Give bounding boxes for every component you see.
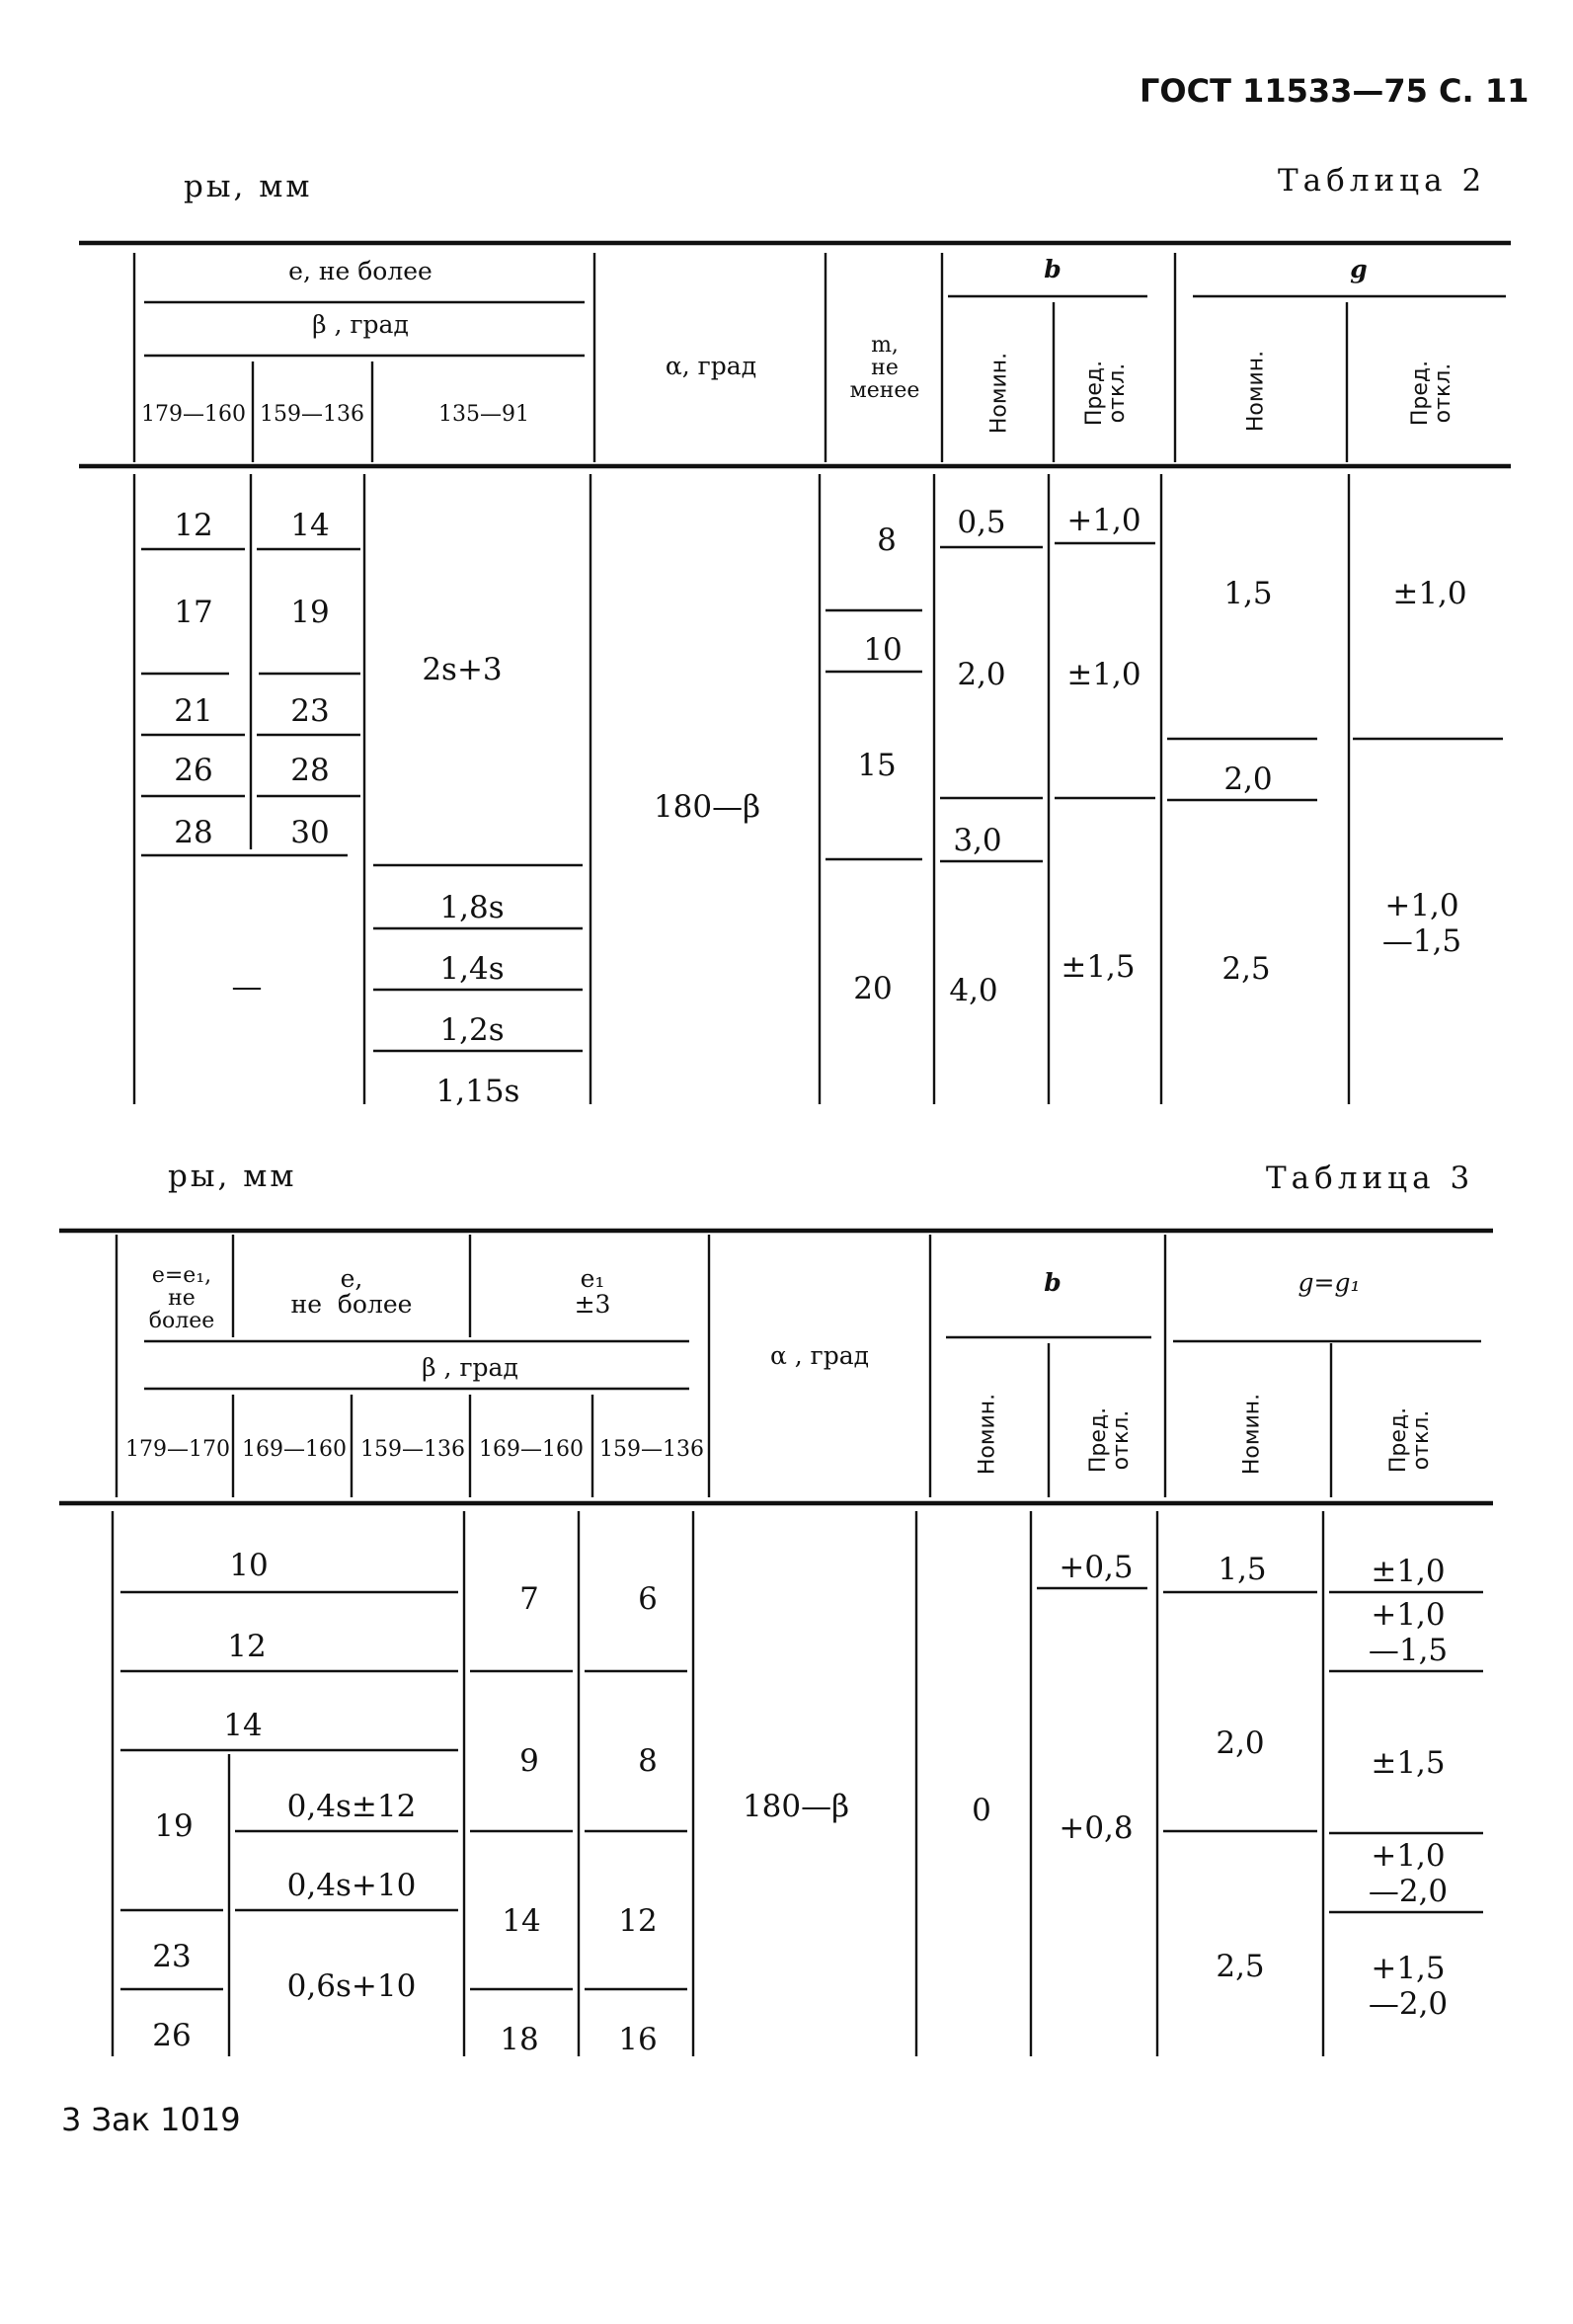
t3-head-r2: 169—160 bbox=[242, 1437, 347, 1462]
t2-g-nom-v2: 2,0 bbox=[1223, 761, 1273, 797]
t2-head-b-pred: Пред. откл. bbox=[1081, 360, 1130, 427]
t3-e1a-v2: 9 bbox=[519, 1743, 539, 1779]
t3-head-e1: e₁ ±3 bbox=[574, 1264, 611, 1320]
t3-head-e-e1: e=e₁, не более bbox=[148, 1263, 215, 1334]
t2-head-b: b bbox=[1044, 255, 1062, 283]
t3-e1b-v1: 6 bbox=[638, 1581, 658, 1617]
t3-e-s-v2: 0,4s+10 bbox=[286, 1868, 417, 1903]
t3-head-g-pred: Пред. откл. bbox=[1385, 1406, 1434, 1474]
t2-c3-v4: 1,2s bbox=[439, 1012, 505, 1048]
t2-g-nom-v1: 1,5 bbox=[1223, 576, 1273, 611]
t2-b-nom-v1: 0,5 bbox=[957, 505, 1006, 540]
order-footer: 3 Зак 1019 bbox=[61, 2101, 241, 2138]
table2-units: ры, мм bbox=[184, 169, 313, 204]
t3-e-e1-v3: 26 bbox=[152, 2018, 192, 2053]
t3-g-dev-v2: +1,0 bbox=[1371, 1597, 1446, 1633]
t2-m-v2: 10 bbox=[863, 632, 903, 668]
t3-e1b-v4: 16 bbox=[618, 2022, 658, 2057]
t2-head-e: e, не более bbox=[288, 257, 433, 285]
t3-head-r4: 169—160 bbox=[479, 1437, 584, 1462]
t3-head-b-pred: Пред. откл. bbox=[1085, 1406, 1134, 1474]
t2-c1-v2: 17 bbox=[174, 595, 213, 630]
t3-head-alpha: α , град bbox=[769, 1341, 870, 1370]
t2-c2-v5: 30 bbox=[290, 815, 330, 850]
t3-b-dev-v1: +0,5 bbox=[1059, 1550, 1134, 1585]
t2-b-dev-v3: ±1,5 bbox=[1061, 949, 1136, 985]
t2-head-g-nomin: Номин. bbox=[1243, 350, 1269, 433]
t2-c2-v3: 23 bbox=[290, 693, 330, 729]
t3-e-e1-v1: 19 bbox=[154, 1808, 194, 1844]
t2-g-dev-v3: —1,5 bbox=[1381, 923, 1462, 959]
t3-g-dev-v8: —2,0 bbox=[1368, 1986, 1449, 2022]
t3-e-s-v3: 0,6s+10 bbox=[286, 1968, 417, 2004]
t2-b-dev-v2: ±1,0 bbox=[1066, 657, 1141, 692]
t3-e-full-v3: 14 bbox=[223, 1708, 263, 1743]
t2-m-v4: 20 bbox=[853, 971, 893, 1006]
t2-c3-v2: 1,8s bbox=[439, 890, 505, 925]
t3-g-dev-v3: —1,5 bbox=[1368, 1633, 1449, 1668]
t2-b-nom-v2: 2,0 bbox=[957, 657, 1006, 692]
t2-c1-v4: 26 bbox=[174, 753, 213, 788]
t3-e1b-v3: 12 bbox=[618, 1903, 658, 1939]
t2-c2-v4: 28 bbox=[290, 753, 330, 788]
t2-head-b-nomin: Номин. bbox=[986, 352, 1012, 435]
t3-head-b: b bbox=[1044, 1268, 1062, 1297]
t3-e-e1-v2: 23 bbox=[152, 1939, 192, 1974]
t2-head-beta: β , град bbox=[312, 310, 409, 339]
t2-b-dev-v1: +1,0 bbox=[1066, 503, 1141, 538]
table3-title: Таблица 3 bbox=[1266, 1161, 1475, 1196]
t2-c3-v3: 1,4s bbox=[439, 951, 505, 987]
t3-g-dev-v7: +1,5 bbox=[1371, 1951, 1446, 1986]
t3-head-g-nomin: Номин. bbox=[1239, 1393, 1265, 1476]
table3-units: ры, мм bbox=[168, 1159, 297, 1194]
t2-c1-dash: — bbox=[231, 969, 263, 1004]
t2-b-nom-v3: 3,0 bbox=[953, 823, 1002, 858]
t3-e1a-v1: 7 bbox=[519, 1581, 539, 1617]
t3-e-s-v1: 0,4s±12 bbox=[286, 1789, 417, 1824]
t2-c2-v1: 14 bbox=[290, 508, 330, 543]
t3-g-nom-v2: 2,0 bbox=[1216, 1725, 1265, 1761]
t2-c1-v5: 28 bbox=[174, 815, 213, 850]
t2-c1-v1: 12 bbox=[174, 508, 213, 543]
t2-m-v1: 8 bbox=[877, 522, 897, 558]
t3-g-dev-v1: ±1,0 bbox=[1371, 1554, 1446, 1589]
t3-g-nom-v3: 2,5 bbox=[1216, 1949, 1265, 1984]
t2-c3-v1: 2s+3 bbox=[422, 652, 503, 687]
t2-g-nom-v3: 2,5 bbox=[1221, 951, 1271, 987]
t3-alpha-value: 180—β bbox=[742, 1789, 850, 1824]
t2-head-m: m, не менее bbox=[849, 333, 920, 404]
t3-head-r5: 159—136 bbox=[599, 1437, 704, 1462]
t3-e-full-v2: 12 bbox=[227, 1629, 267, 1664]
t3-e1a-v4: 18 bbox=[500, 2022, 539, 2057]
t2-head-g-pred: Пред. откл. bbox=[1407, 360, 1455, 427]
t2-g-dev-v2: +1,0 bbox=[1384, 888, 1459, 923]
t3-g-dev-v6: —2,0 bbox=[1368, 1874, 1449, 1909]
t3-e-full-v1: 10 bbox=[229, 1548, 269, 1583]
t3-head-r1: 179—170 bbox=[125, 1437, 230, 1462]
t3-head-r3: 159—136 bbox=[360, 1437, 465, 1462]
t2-c2-v2: 19 bbox=[290, 595, 330, 630]
t2-head-r2: 159—136 bbox=[260, 402, 364, 427]
table2-title: Таблица 2 bbox=[1278, 163, 1487, 199]
t2-alpha-value: 180—β bbox=[653, 789, 761, 825]
t3-e1b-v2: 8 bbox=[638, 1743, 658, 1779]
t3-head-e: e, не более bbox=[290, 1264, 413, 1320]
t3-head-b-nomin: Номин. bbox=[975, 1393, 1000, 1476]
t3-b-nom-value: 0 bbox=[972, 1793, 991, 1828]
t2-head-r1: 179—160 bbox=[141, 402, 246, 427]
t2-g-dev-v1: ±1,0 bbox=[1392, 576, 1467, 611]
t2-head-alpha: α, град bbox=[665, 352, 757, 380]
t3-b-dev-v2: +0,8 bbox=[1059, 1810, 1134, 1846]
t2-m-v3: 15 bbox=[857, 748, 897, 783]
t3-g-nom-v1: 1,5 bbox=[1218, 1552, 1267, 1587]
t3-e1a-v3: 14 bbox=[502, 1903, 541, 1939]
t2-head-r3: 135—91 bbox=[438, 402, 529, 427]
t2-head-g: g bbox=[1350, 255, 1368, 283]
t3-head-g: g=g₁ bbox=[1298, 1268, 1361, 1297]
standard-number: ГОСТ 11533—75 С. 11 bbox=[1140, 72, 1530, 110]
t3-g-dev-v4: ±1,5 bbox=[1371, 1745, 1446, 1781]
t3-g-dev-v5: +1,0 bbox=[1371, 1838, 1446, 1874]
t2-b-nom-v4: 4,0 bbox=[949, 973, 998, 1008]
t2-c3-v5: 1,15s bbox=[435, 1074, 520, 1109]
t2-c1-v3: 21 bbox=[174, 693, 213, 729]
t3-head-beta: β , град bbox=[422, 1353, 518, 1382]
